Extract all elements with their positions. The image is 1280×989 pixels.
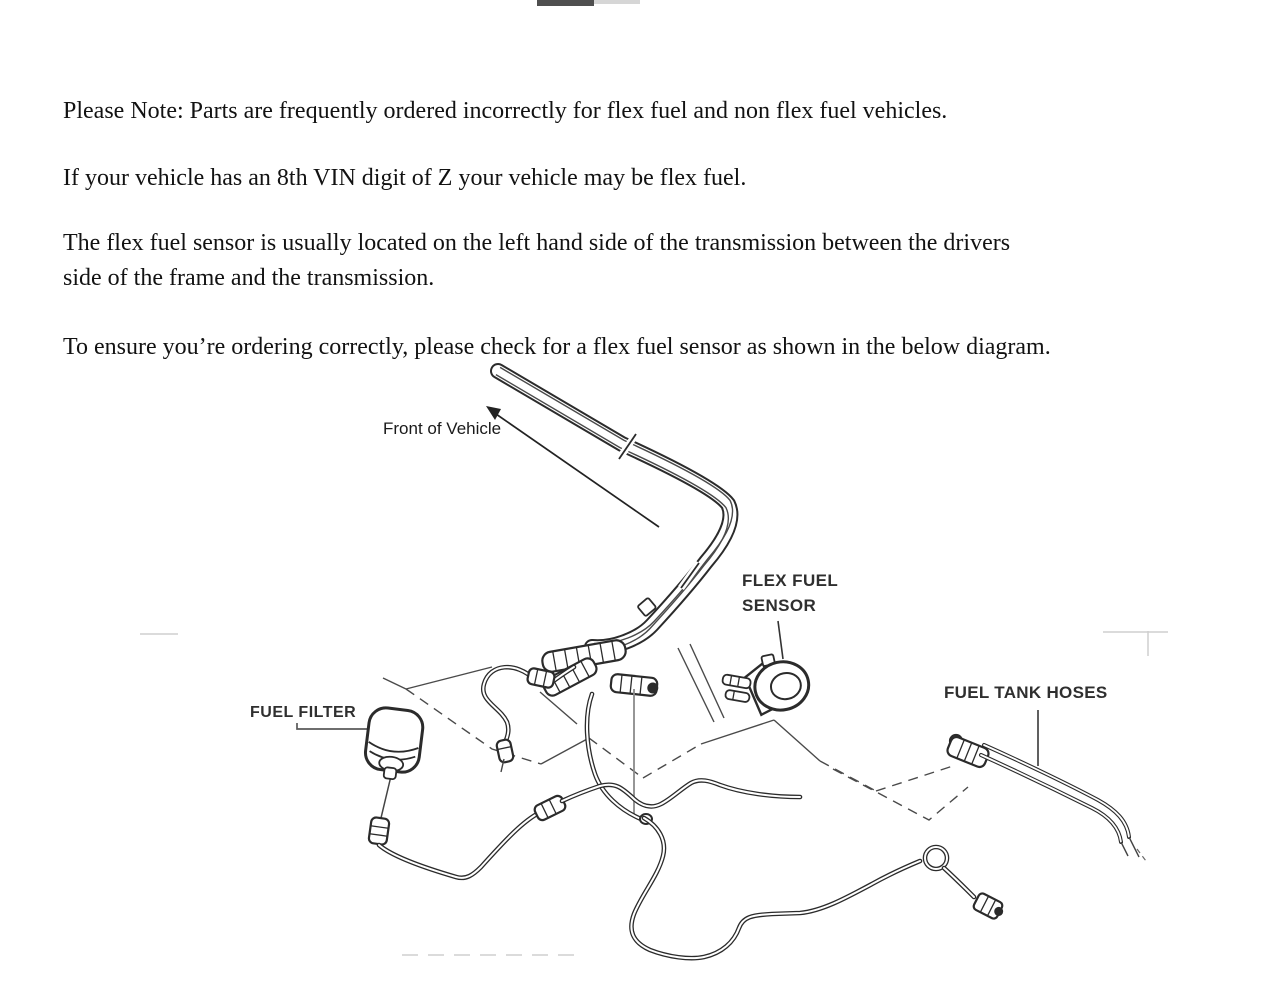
fuel-line-bundle [496,367,733,650]
note-paragraph-1: Please Note: Parts are frequently ordered incorrectly for flex fuel and non flex fuel vehicles. [63,98,948,124]
s-curve-hose [483,667,555,772]
fuel-tank-hoses-drawing [946,710,1146,861]
note-paragraph-3-line2: side of the frame and the transmission. [63,265,435,291]
inline-coupling [533,794,567,822]
flex-fuel-sensor-label [742,568,838,618]
flex-fuel-sensor-label-line2: SENSOR [742,596,817,615]
pipe-end-fitting [368,817,389,845]
note-paragraph-3-line1: The flex fuel sensor is usually located on the left hand side of the transmission between the drivers [63,230,1011,256]
hose-fitting [496,739,514,763]
hose-end-fitting [972,892,1006,921]
sensor-leader-line [778,621,783,659]
note-paragraph-4: To ensure you’re ordering correctly, please check for a flex fuel sensor as shown in the below diagram. [63,334,1051,360]
bottom-left-pipe [368,776,800,878]
note-paragraph-2: If your vehicle has an 8th VIN digit of Z your vehicle may be flex fuel. [63,165,747,191]
front-of-vehicle-arrow [486,406,659,527]
arrow-head-icon [486,406,501,420]
connector-cluster [541,639,659,698]
bottom-loop-pipe [631,814,1006,958]
tank-hose-connector [946,735,991,769]
fuel-filter-label: FUEL FILTER [250,704,357,721]
flex-fuel-sensor-label-line1: FLEX FUEL [742,571,839,590]
fuel-tank-hoses-label: FUEL TANK HOSES [944,683,1108,702]
flex-fuel-sensor-drawing [718,621,813,722]
front-of-vehicle-label: Front of Vehicle [383,419,502,438]
filter-leader-line [297,723,370,729]
